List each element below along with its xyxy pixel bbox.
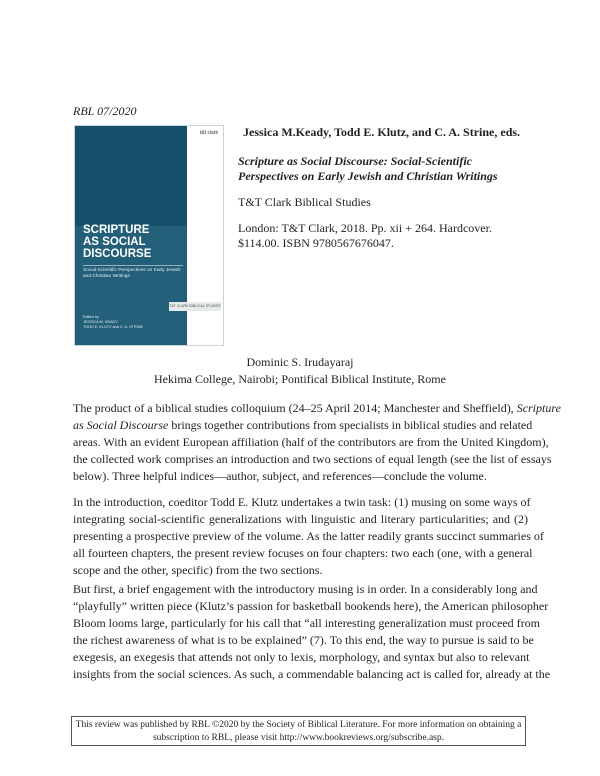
cover-side-strip: [187, 126, 223, 345]
publication-info: [238, 221, 538, 251]
book-cover-image: [74, 125, 224, 346]
line-text: brings together contributions from specialists in biblical studies and related: [171, 418, 533, 432]
cover-title-line: AS SOCIAL: [83, 236, 146, 248]
cover-title: [83, 224, 185, 260]
book-title-line: Perspectives on Early Jewish and Christian Writings: [238, 169, 498, 183]
copyright-footer: [71, 716, 526, 746]
review-code: RBL 07/2020: [73, 104, 137, 118]
italic-title: Scripture: [516, 401, 561, 415]
cover-series-label: T&T CLARK BIBLICAL STUDIES: [169, 302, 221, 311]
book-title: [238, 154, 538, 184]
publisher-logo: t&t clark: [199, 130, 218, 136]
paragraph-line: integrating social-scientific generalizations with linguistic and literary particularities; and (2): [73, 512, 528, 526]
book-title-line: Scripture as Social Discourse: Social-Scientific: [238, 154, 472, 168]
cover-editors-label: Edited by: [83, 315, 99, 319]
publication-line: London: T&T Clark, 2018. Pp. xii + 264. Hardcover.: [238, 221, 492, 235]
paragraph-line: presenting a prospective preview of the volume. As the latter readily grants succinct summaries of: [73, 529, 544, 543]
paragraph-line: insights from the social sciences. As such, a commendable balancing act is called for, already at the: [73, 667, 551, 681]
book-editors: Jessica M.Keady, Todd E. Klutz, and C. A. Strine, eds.: [243, 125, 521, 139]
paragraph: [73, 581, 551, 683]
publication-line: $114.00. ISBN 9780567676047.: [238, 236, 394, 250]
paragraph-line: the richest awareness of what is to be explained” (7). To this end, the way to pursue is said to be: [73, 633, 534, 647]
paragraph: [73, 494, 544, 579]
cover-editors-line: TODD E. KLUTZ and C. A. STRINE: [83, 325, 144, 329]
paragraph-line: But first, a brief engagement with the introductory musing is in order. In a considerably long and: [73, 582, 538, 596]
paragraph-line: In the introduction, coeditor Todd E. Klutz undertakes a twin task: (1) musing on some ways of: [73, 495, 531, 509]
paragraph-line: the collected work comprises an introduction and two sections of equal length (see the list of essays: [73, 452, 552, 466]
paragraph-line: exegesis, an exegesis that attends not only to lexis, morphology, and syntax but also to relevant: [73, 650, 530, 664]
paragraph-line: [73, 417, 533, 434]
cover-editors-line: JESSICA M. KEADY: [83, 320, 118, 324]
paragraph: [73, 400, 561, 485]
italic-title: as Social Discourse: [73, 418, 169, 432]
footer-line: This review was published by RBL ©2020 by the Society of Biblical Literature. For more information on obtaining a: [75, 720, 522, 730]
reviewer-name: Dominic S. Irudayaraj: [246, 355, 354, 369]
footer-line: subscription to RBL, please visit http://www.bookreviews.org/subscribe.asp.: [152, 733, 445, 743]
cover-divider: [83, 265, 183, 266]
cover-editors: [83, 315, 187, 330]
reviewer-affiliation: Hekima College, Nairobi; Pontifical Biblical Institute, Rome: [154, 372, 446, 386]
line-text: The product of a biblical studies colloquium (24–25 April 2014; Manchester and Sheffield),: [73, 401, 514, 415]
paragraph-line: all fourteen chapters, the present review focuses on four chapters: two each (one, with a general: [73, 546, 533, 560]
paragraph-line: below). Three helpful indices—author, subject, and references—conclude the volume.: [73, 469, 487, 483]
paragraph-line: Bloom looms large, particularly for his call that “all interesting generalization must proceed from: [73, 616, 540, 630]
cover-subtitle: Social-Scientific Perspectives on Early Jewish and Christian Writings: [83, 268, 181, 279]
book-metadata: [238, 125, 538, 251]
cover-title-line: DISCOURSE: [83, 248, 152, 260]
cover-title-line: SCRIPTURE: [83, 224, 150, 236]
paragraph-line: scope and the other, specific) from the two sections.: [73, 563, 323, 577]
book-series: T&T Clark Biblical Studies: [238, 195, 371, 209]
paragraph-line: [73, 400, 561, 417]
paragraph-line: areas. With an evident European affiliation (half of the contributors are from the United Kingdom),: [73, 435, 549, 449]
paragraph-line: “playfully” written piece (Klutz’s passion for basketball bookends here), the American philosopher: [73, 599, 549, 613]
